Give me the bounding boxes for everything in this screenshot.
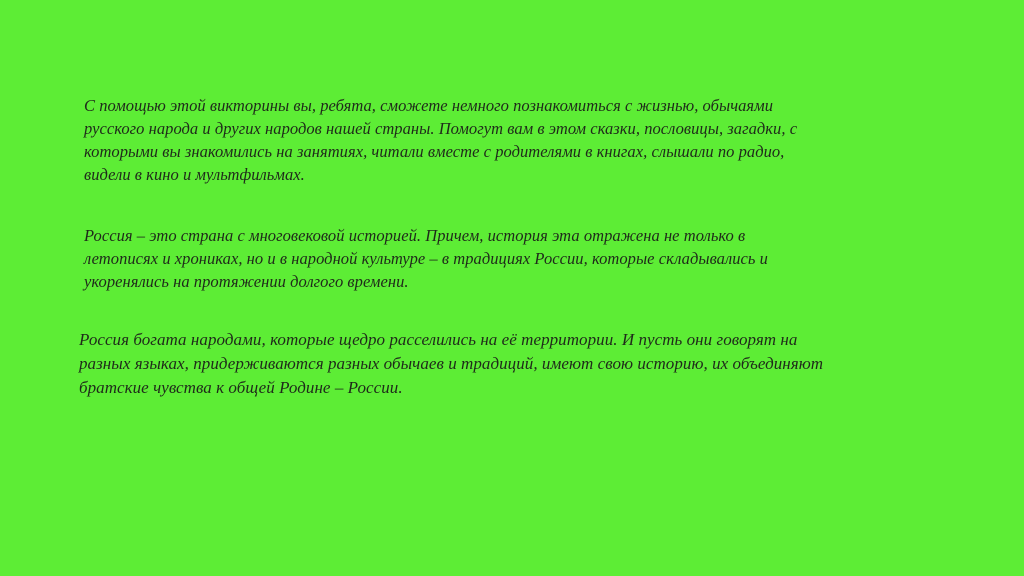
paragraph-line: разных языках, придерживаются разных обычаев и традиций, имеют свою историю, их объединяют — [79, 354, 824, 373]
paragraph-line: видели в кино и мультфильмах. — [84, 165, 305, 184]
paragraph-line: Россия богата народами, которые щедро расселились на её территории. И пусть они говорят на — [79, 330, 798, 349]
paragraph-line: русского народа и других народов нашей страны. Помогут вам в этом сказки, пословицы, загадки, с — [84, 119, 798, 138]
intro-paragraph — [84, 94, 797, 186]
paragraph-line: которыми вы знакомились на занятиях, читали вместе с родителями в книгах, слышали по радио, — [84, 142, 785, 161]
paragraph-line: Россия – это страна с многовековой историей. Причем, история эта отражена не только в — [84, 226, 746, 245]
history-paragraph — [84, 224, 768, 293]
paragraph-line: летописях и хрониках, но и в народной культуре – в традициях России, которые складывались и — [84, 249, 768, 268]
peoples-paragraph — [79, 328, 823, 400]
paragraph-line: укоренялись на протяжении долгого времени. — [84, 272, 409, 291]
paragraph-line: С помощью этой викторины вы, ребята, сможете немного познакомиться с жизнью, обычаями — [84, 96, 774, 115]
paragraph-line: братские чувства к общей Родине – России. — [79, 378, 403, 397]
